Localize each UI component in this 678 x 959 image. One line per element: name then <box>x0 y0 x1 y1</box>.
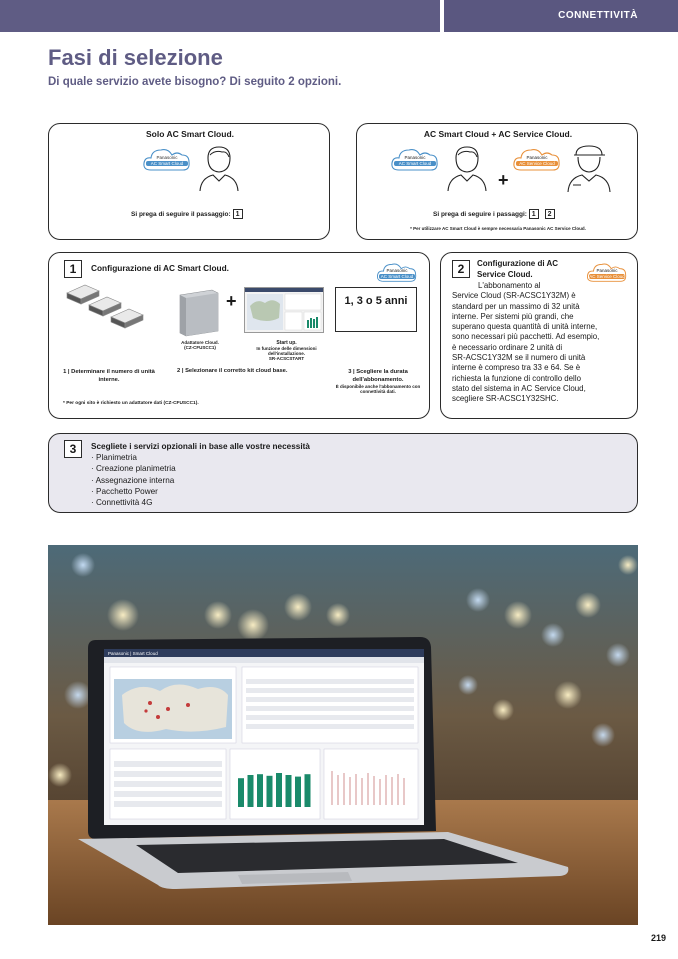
list-item: · Connettività 4G <box>91 497 176 508</box>
cloud-brand: Panasonic <box>526 155 548 160</box>
option-b-note: * Per utilizzare AC Smart Cloud è sempre necessaria Panasonic AC Service Cloud. <box>410 226 586 231</box>
chart-bar <box>305 774 311 807</box>
smart-cloud-icon <box>375 261 419 283</box>
subscription-years: 1, 3 o 5 anni <box>335 287 417 332</box>
option-a-steps-label: Si prega di seguire il passaggio: <box>131 211 231 218</box>
laptop-scene <box>48 545 638 925</box>
cloud-adapter-image <box>176 287 222 342</box>
list-item: · Planimetria <box>91 452 176 463</box>
step2-line: scegliere SR-ACSC1Y32SHC. <box>452 394 559 404</box>
startup-label <box>249 340 324 361</box>
option-b-box <box>356 123 638 240</box>
substep-3 <box>332 368 424 394</box>
cloud-brand: Panasonic <box>386 268 408 273</box>
step2-line: L'abbonamento al <box>478 281 541 290</box>
chart-bar <box>295 777 301 807</box>
top-bar <box>0 0 678 32</box>
step2-title-line2: Service Cloud. <box>477 269 533 279</box>
cloud-name: AC Smart Cloud <box>380 274 414 279</box>
app-title: Panasonic | Smart Cloud <box>108 651 158 656</box>
adapter-label <box>165 340 235 350</box>
step2-line: stato del sistema in AC Service Cloud, <box>452 383 586 393</box>
option-b-steps <box>433 209 555 219</box>
step2-line: interne. Per sistemi più grandi, che <box>452 311 574 321</box>
chart-bar <box>257 774 263 807</box>
plus-icon: + <box>498 170 509 190</box>
chart-bar <box>238 778 244 807</box>
startup-name: Start up. <box>276 340 297 346</box>
step2-line: Service Cloud (SR-ACSC1Y32M) è <box>452 291 576 301</box>
cloud-brand: Panasonic <box>596 268 618 273</box>
adapter-code: (CZ-CFUSCC1) <box>184 345 216 350</box>
adapter-name: Adattatore Cloud. <box>181 340 219 345</box>
cloud-name: AC Smart Cloud <box>394 161 436 166</box>
chart-bar <box>248 775 254 807</box>
step3-number: 3 <box>64 440 82 458</box>
smart-cloud-icon <box>389 146 441 172</box>
page-number: 219 <box>650 933 666 943</box>
startup-code: SR-ACSCSTART <box>268 356 305 361</box>
list-item: · Pacchetto Power <box>91 486 176 497</box>
step2-line: superano questa quantità di unità interne, <box>452 322 598 332</box>
startup-screenshot <box>244 287 324 333</box>
user-icon <box>445 144 489 197</box>
step2-line: sono necessari più pacchetti. Ad esempio, <box>452 332 600 342</box>
option-b-title: AC Smart Cloud + AC Service Cloud. <box>423 129 573 139</box>
step2-line: standard per un massimo di 32 unità <box>452 301 580 311</box>
step2-line: SR-ACSC1Y32M se il numero di unità <box>452 353 586 363</box>
substep-1: 1 | Determinare il numero di unità interne. <box>63 369 155 383</box>
option-a-box <box>48 123 330 240</box>
cloud-brand: Panasonic <box>156 155 178 160</box>
option-a-steps <box>131 209 243 219</box>
technician-icon <box>565 143 613 198</box>
plus-icon: + <box>226 291 237 311</box>
cloud-brand: Panasonic <box>404 155 426 160</box>
step2-number: 2 <box>452 260 470 278</box>
user-icon <box>197 144 241 197</box>
smart-cloud-icon <box>141 146 193 172</box>
step3-box <box>48 433 638 513</box>
step-badge: 1 <box>233 209 243 219</box>
step-badge: 2 <box>545 209 555 219</box>
service-cloud-icon <box>511 146 563 172</box>
indoor-units-image <box>63 281 153 340</box>
step2-line: è necessario ordinare 2 unità di <box>452 342 563 352</box>
page-subtitle: Di quale servizio avete bisogno? Di seguito 2 opzioni. <box>48 76 342 88</box>
step2-box <box>440 252 638 419</box>
substep-3-text: 3 | Scegliere la durata dell'abbonamento. <box>348 369 408 383</box>
chart-bar <box>276 773 282 807</box>
cloud-name: AC Service Cloud <box>589 274 625 279</box>
chart-bar <box>286 775 292 807</box>
list-item: · Assegnazione interna <box>91 475 176 486</box>
step2-title <box>477 259 558 280</box>
step1-box <box>48 252 430 419</box>
step-badge: 1 <box>529 209 539 219</box>
step1-footnote: * Per ogni sito è richiesto un adattatore dati (CZ-CFUSCC1). <box>63 401 199 406</box>
list-item: · Creazione planimetria <box>91 463 176 474</box>
substep-3-note: È disponibile anche l'abbonamento con connettività dati. <box>335 384 421 394</box>
chart-bar <box>267 776 273 807</box>
step2-line: interne è compreso tra 33 e 64. Se è <box>452 363 581 373</box>
page-title: Fasi di selezione <box>48 45 223 70</box>
step1-title: Configurazione di AC Smart Cloud. <box>91 263 229 273</box>
optional-services-list <box>91 452 176 508</box>
step2-title-line1: Configurazione di AC <box>477 259 559 268</box>
step3-title: Scegliete i servizi opzionali in base alle vostre necessità <box>91 442 310 451</box>
service-cloud-icon <box>585 261 629 283</box>
step2-body <box>452 281 599 405</box>
cloud-name: AC Smart Cloud <box>146 161 188 166</box>
option-b-steps-label: Si prega di seguire i passaggi: <box>433 211 527 218</box>
step1-number: 1 <box>64 260 82 278</box>
startup-desc: In funzione delle dimensioni dell'installazione. <box>256 346 317 356</box>
substep-2: 2 | Selezionare il corretto kit cloud base. <box>177 368 288 374</box>
section-label: CONNETTIVITÀ <box>558 10 638 21</box>
cloud-name: AC Service Cloud <box>516 161 558 166</box>
step2-line: richiesta la funzione di controllo dello <box>452 373 581 383</box>
laptop-photo <box>48 545 638 925</box>
option-a-title: Solo AC Smart Cloud. <box>146 129 234 139</box>
